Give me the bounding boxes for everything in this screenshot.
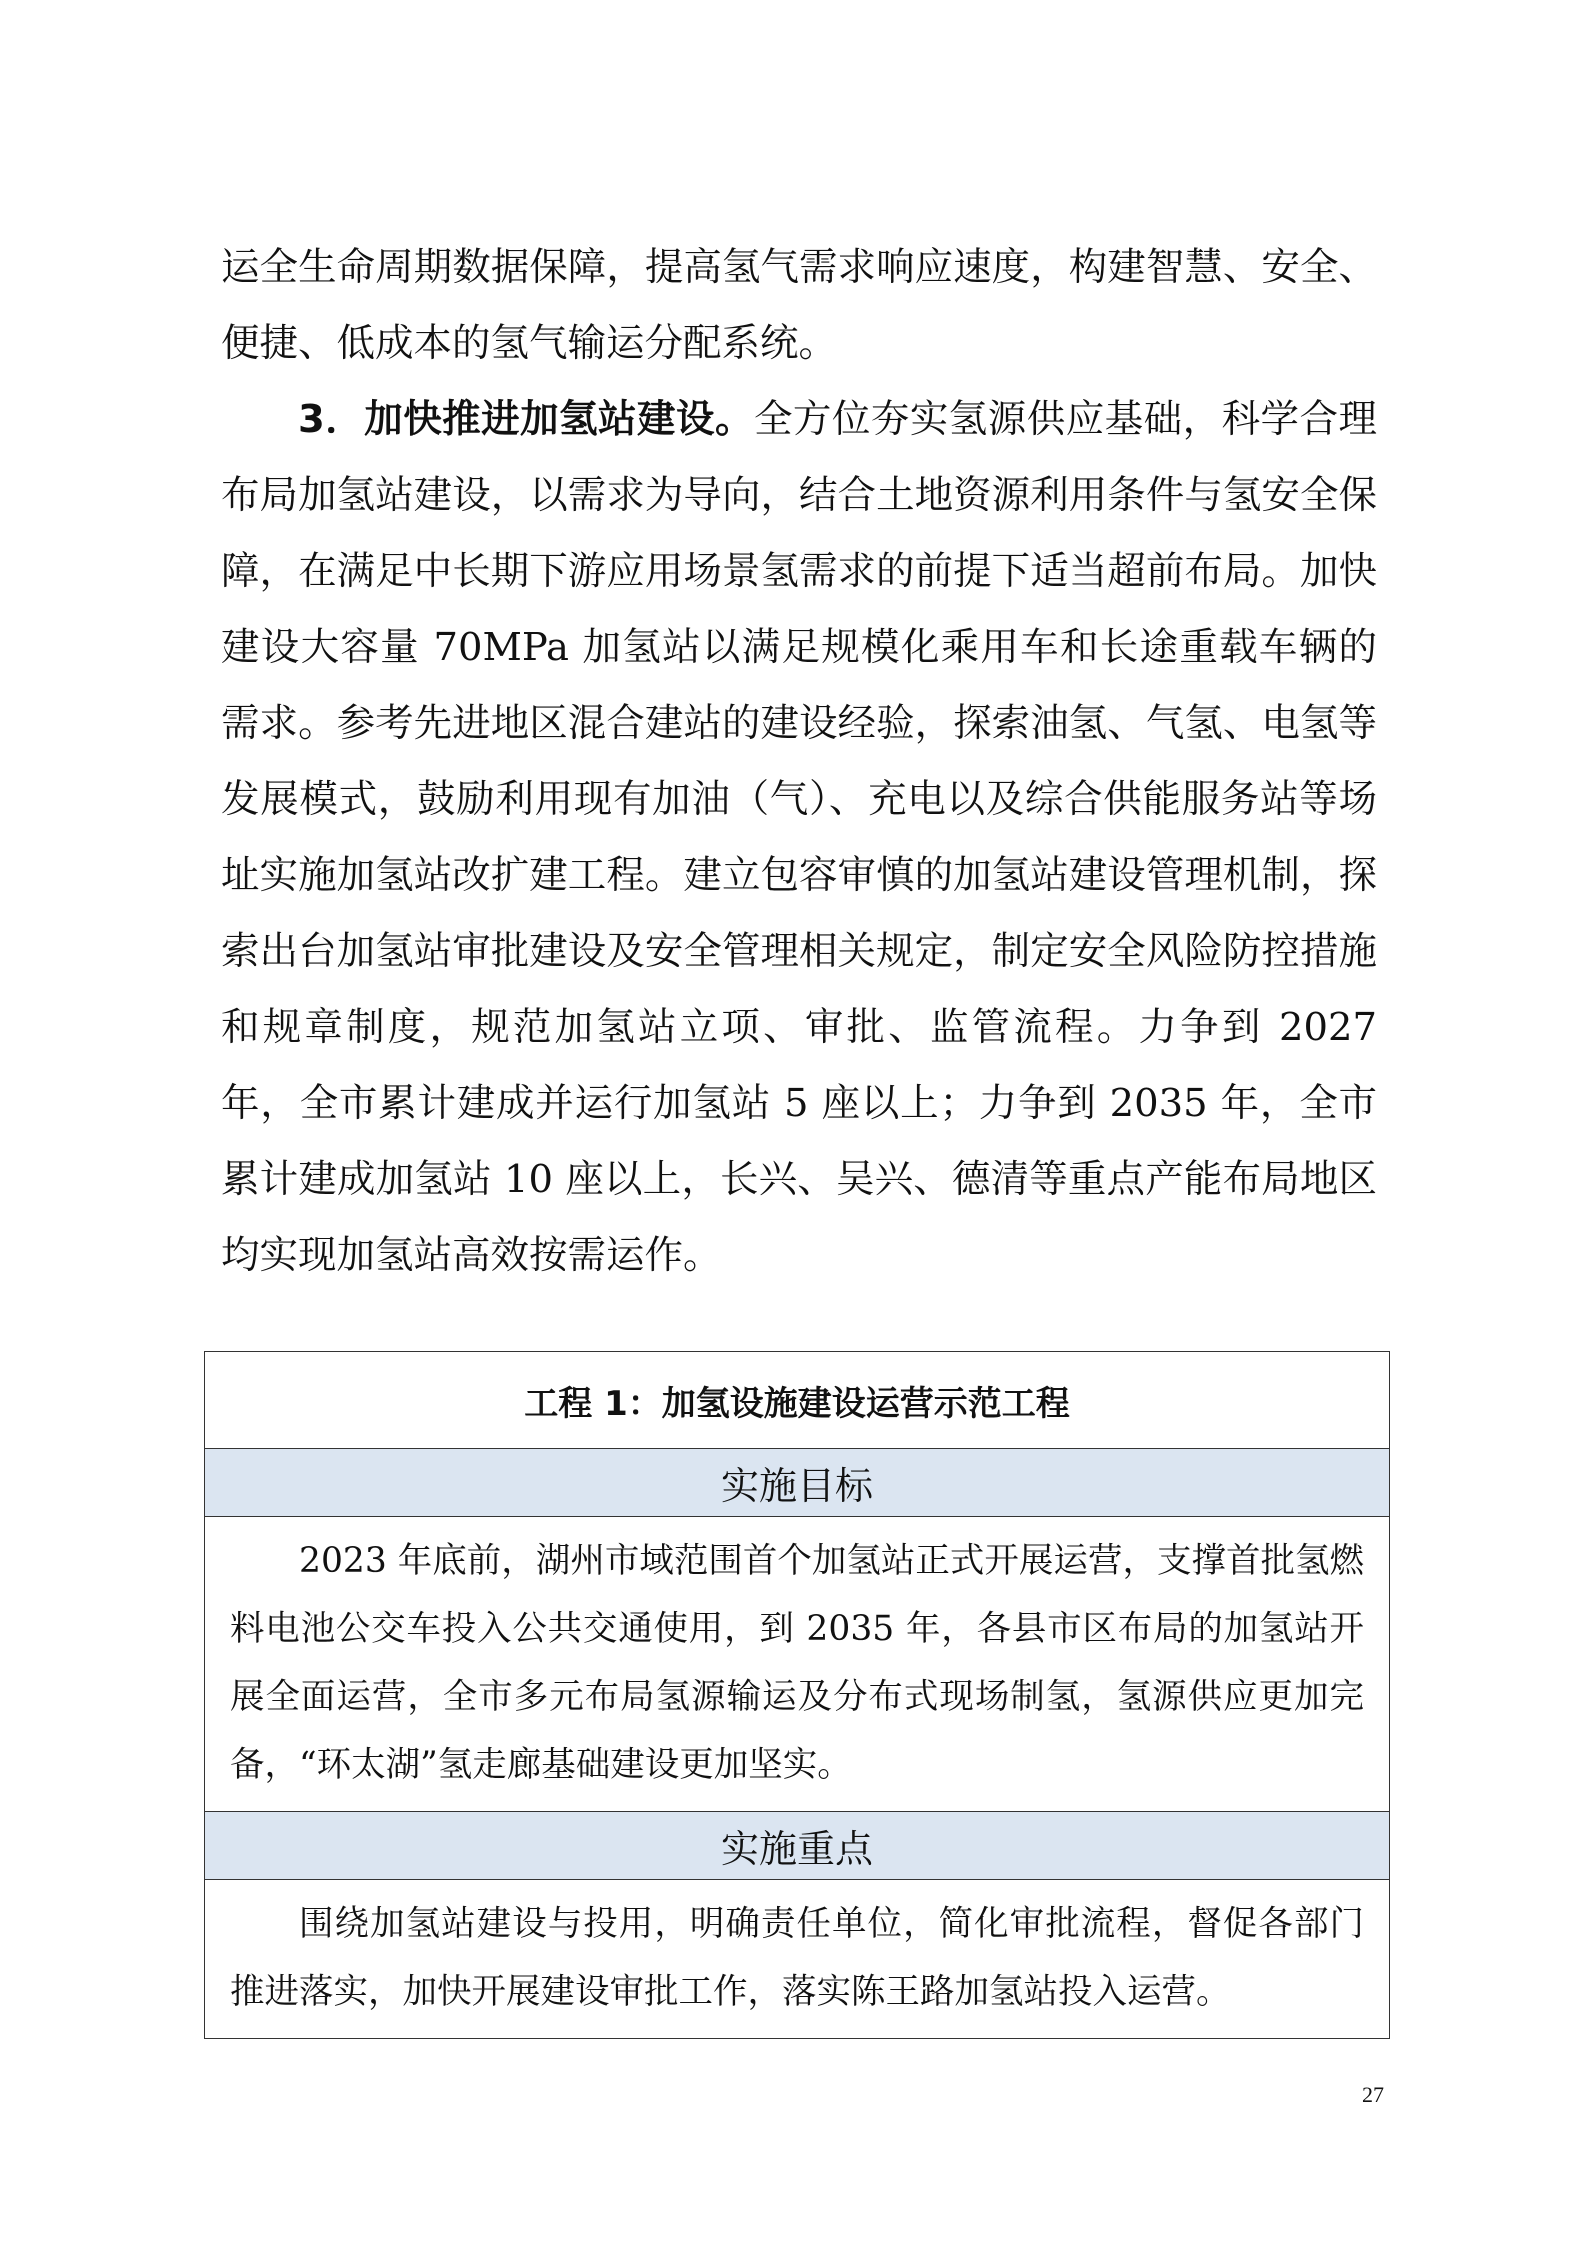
paragraph-continuation: 运全生命周期数据保障，提高氢气需求响应速度，构建智慧、安全、便捷、低成本的氢气输运分配系统。 <box>221 245 1377 366</box>
project-table <box>204 1351 1390 2039</box>
page-number: 27 <box>1362 2082 1384 2107</box>
body-text <box>221 230 1377 1294</box>
paragraph-3 <box>221 382 1377 1294</box>
paragraph-3-text: 全方位夯实氢源供应基础，科学合理布局加氢站建设，以需求为导向，结合土地资源利用条件与氢安全保障，在满足中长期下游应用场景氢需求的前提下适当超前布局。加快建设大容量 70MPa 加氢站以满足规模化乘用车和长途重载车辆的需求。参考先进地区混合建站的建设经验，探索油氢、气氢、电氢等发展模式，鼓励利用现有加油（气）、充电以及综合供能服务站等场址实施加氢站改扩建工程。建立包容审慎的加氢站建设管理机制，探索出台加氢站审批建设及安全管理相关规定，制定安全风险防控措施和规章制度，规范加氢站立项、审批、监管流程。力争到 2027 年，全市累计建成并运行加氢站 5 座以上；力争到 2035 年，全市累计建成加氢站 10 座以上，长兴、吴兴、德清等重点产能布局地区均实现加氢站高效按需运作。 <box>221 397 1377 1278</box>
section-content-goals: 2023 年底前，湖州市域范围首个加氢站正式开展运营，支撑首批氢燃料电池公交车投入公共交通使用，到 2035 年，各县市区布局的加氢站开展全面运营，全市多元布局氢源输运及分布式现场制氢，氢源供应更加完备，“环太湖”氢走廊基础建设更加坚实。 <box>205 1517 1390 1812</box>
paragraph-3-heading: 3．加快推进加氢站建设。 <box>298 397 754 442</box>
section-heading-goals: 实施目标 <box>205 1449 1390 1517</box>
section-heading-focus: 实施重点 <box>205 1812 1390 1880</box>
project-table-title: 工程 1：加氢设施建设运营示范工程 <box>205 1352 1390 1449</box>
section-content-focus: 围绕加氢站建设与投用，明确责任单位，简化审批流程，督促各部门推进落实，加快开展建设审批工作，落实陈王路加氢站投入运营。 <box>205 1880 1390 2039</box>
